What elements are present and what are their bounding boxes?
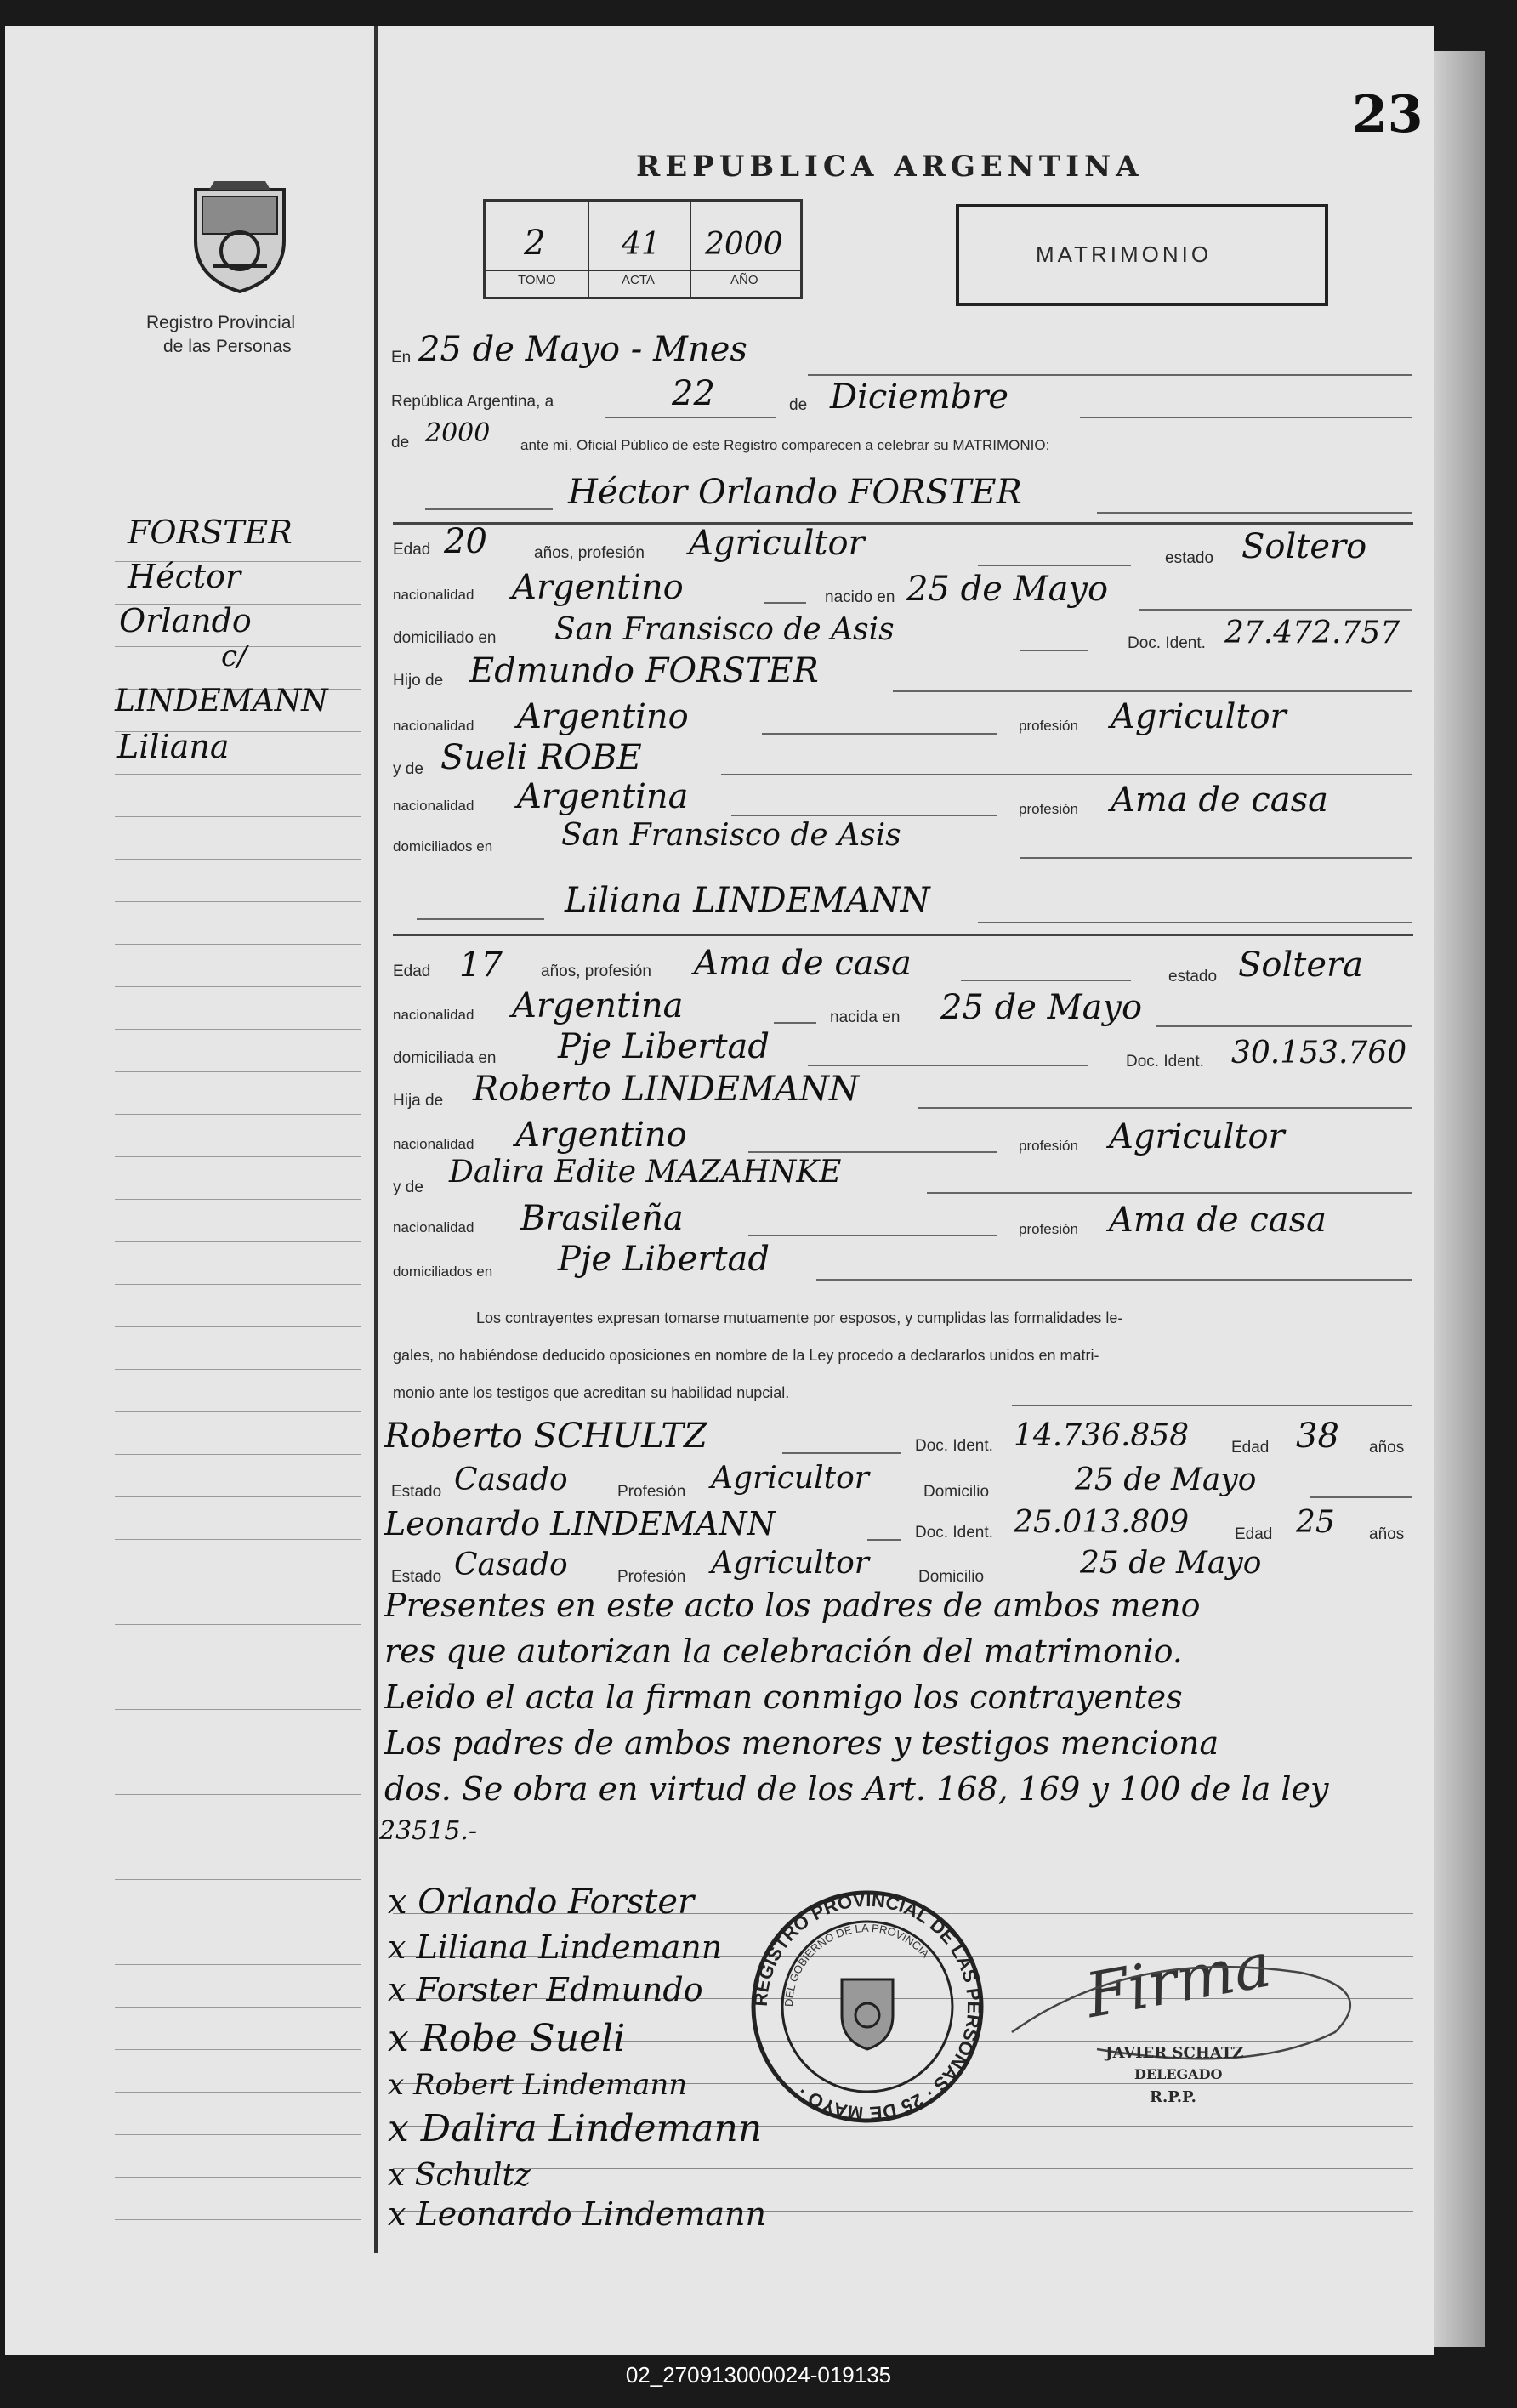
witness-doc-label: Doc. Ident. [915, 1524, 993, 1542]
month-de-label: de [789, 396, 808, 414]
groom-father-prof-label: profesión [1019, 718, 1078, 734]
bride-father: Roberto LINDEMANN [473, 1070, 859, 1109]
groom-yde-label: y de [393, 760, 423, 778]
groom-parents-dom: San Fransisco de Asis [561, 818, 901, 853]
witness-edad-label: Edad [1235, 1525, 1273, 1543]
groom-father-nat-label: nacionalidad [393, 718, 474, 734]
margin-note-line: Orlando [119, 602, 252, 639]
witness-anos-label: años [1369, 1439, 1405, 1457]
groom-father-prof: Agricultor [1111, 697, 1287, 736]
groom-parents-dom-label: domiciliados en [393, 838, 493, 855]
witness-name: Roberto SCHULTZ [384, 1417, 707, 1456]
official-name: JAVIER SCHATZ [1105, 2044, 1244, 2062]
page-stack-edge [1434, 51, 1485, 2347]
groom-doc-label: Doc. Ident. [1128, 634, 1206, 652]
month-value: Diciembre [830, 378, 1009, 417]
signature: x Forster Edmundo [388, 1971, 703, 2008]
registry-name-line1: Registro Provincial [146, 313, 296, 332]
margin-note-line: LINDEMANN [115, 684, 328, 718]
witness-estado: Casado [454, 1462, 568, 1497]
bride-birthplace: 25 de Mayo [940, 988, 1143, 1027]
witness-doc: 14.736.858 [1014, 1418, 1190, 1453]
groom-anos-profesion-label: años, profesión [534, 544, 645, 562]
bride-anos-profesion-label: años, profesión [541, 963, 651, 980]
groom-father-nat: Argentino [517, 697, 689, 736]
seal-text: REGISTRO PROVINCIAL DE LAS PERSONAS · 25 DE MAYO · [749, 1888, 986, 2125]
witness-prof-label: Profesión [617, 1568, 686, 1586]
bride-profession: Ama de casa [694, 944, 912, 983]
bride-mother-nat-label: nacionalidad [393, 1219, 474, 1235]
image-identifier: 02_270913000024-019135 [625, 2362, 892, 2388]
bride-name: Liliana LINDEMANN [565, 881, 930, 920]
place-value: 25 de Mayo - Mnes [418, 330, 747, 369]
bride-domicilio-label: domiciliada en [393, 1049, 497, 1067]
formula-line-2: gales, no habiéndose deducido oposiciones en nombre de la Ley procedo a declararlos unidos en matri- [393, 1347, 1099, 1364]
witness-profession: Agricultor [711, 1461, 869, 1496]
signature: x Leonardo Lindemann [388, 2195, 766, 2233]
bride-parents-dom: Pje Libertad [558, 1240, 770, 1279]
groom-father: Edmundo FORSTER [469, 651, 819, 690]
note-line: Leido el acta la firman conmigo los contrayentes [384, 1678, 1183, 1716]
witness-domicile: 25 de Mayo [1075, 1462, 1257, 1497]
witness-estado: Casado [454, 1548, 568, 1582]
margin-note-line: Liliana [117, 728, 230, 765]
groom-nationality: Argentino [512, 568, 684, 607]
bride-yde-label: y de [393, 1178, 423, 1196]
tomo-label: TOMO [518, 273, 556, 287]
bride-nacionalidad-label: nacionalidad [393, 1007, 474, 1023]
bride-doc-label: Doc. Ident. [1126, 1053, 1204, 1071]
formula-line-1: Los contrayentes expresan tomarse mutuamente por esposos, y cumplidas las formalidades le- [476, 1309, 1123, 1326]
year-value: 2000 [425, 418, 491, 448]
official-seal-stamp [748, 1888, 986, 2126]
bride-father-nat: Argentino [515, 1116, 687, 1155]
note-line: 23515.- [379, 1816, 478, 1846]
formula-line-3: monio ante los testigos que acreditan su habilidad nupcial. [393, 1384, 790, 1401]
bride-domicile: Pje Libertad [558, 1027, 770, 1066]
witness-doc: 25.013.809 [1014, 1505, 1190, 1540]
witness-doc-label: Doc. Ident. [915, 1437, 993, 1455]
bride-estado: Soltera [1238, 946, 1363, 985]
signature: x Robert Lindemann [388, 2068, 688, 2102]
witness-estado-label: Estado [391, 1568, 442, 1586]
groom-estado-label: estado [1165, 549, 1214, 567]
witness-name: Leonardo LINDEMANN [384, 1505, 776, 1542]
seal-inner-text: DEL GOBIERNO DE LA PROVINCIA [781, 1921, 932, 2008]
witness-age: 25 [1296, 1505, 1335, 1540]
signature: x Robe Sueli [388, 2017, 626, 2060]
record-type-label: MATRIMONIO [1036, 241, 1213, 267]
signature: x Schultz [388, 2158, 531, 2193]
province-emblem-icon [187, 174, 293, 295]
groom-doc: 27.472.757 [1224, 616, 1401, 650]
groom-mother-prof: Ama de casa [1111, 781, 1328, 820]
official-office: R.P.P. [1150, 2088, 1196, 2106]
en-label: En [391, 349, 412, 366]
ano-label: AÑO [730, 273, 758, 287]
groom-nacionalidad-label: nacionalidad [393, 587, 474, 603]
ano-value: 2000 [705, 227, 783, 262]
book-reference-box [483, 199, 803, 299]
groom-nacido-label: nacido en [825, 588, 895, 606]
bride-edad-label: Edad [393, 963, 431, 980]
witness-dom-label: Domicilio [918, 1568, 985, 1586]
witness-anos-label: años [1369, 1525, 1405, 1543]
official-title: DELEGADO [1134, 2066, 1223, 2082]
margin-note-line: FORSTER [128, 514, 293, 551]
note-line: Los padres de ambos menores y testigos menciona [384, 1724, 1219, 1762]
official-signature-text: Firma [1080, 1928, 1276, 2032]
bride-mother-prof-label: profesión [1019, 1221, 1078, 1237]
groom-domicilio-label: domiciliado en [393, 629, 497, 647]
signature: x Orlando Forster [388, 1883, 695, 1922]
signature: x Liliana Lindemann [388, 1928, 723, 1966]
groom-mother-prof-label: profesión [1019, 801, 1078, 817]
bride-nationality: Argentina [512, 986, 684, 1025]
witness-edad-label: Edad [1231, 1439, 1270, 1457]
witness-dom-label: Domicilio [923, 1483, 990, 1501]
groom-edad-label: Edad [393, 541, 431, 559]
bride-mother-prof: Ama de casa [1109, 1201, 1327, 1240]
groom-estado: Soltero [1241, 527, 1367, 566]
witness-profession: Agricultor [711, 1546, 869, 1581]
registry-name-line2: de las Personas [163, 337, 292, 356]
witness-estado-label: Estado [391, 1483, 442, 1501]
groom-birthplace: 25 de Mayo [906, 570, 1109, 609]
acta-label: ACTA [622, 273, 655, 287]
witness-prof-label: Profesión [617, 1483, 686, 1501]
groom-name: Héctor Orlando FORSTER [568, 473, 1022, 512]
bride-father-nat-label: nacionalidad [393, 1136, 474, 1152]
witness-domicile: 25 de Mayo [1080, 1546, 1262, 1581]
bride-doc: 30.153.760 [1231, 1036, 1407, 1071]
intro-text: ante mí, Oficial Público de este Registro comparecen a celebrar su MATRIMONIO: [520, 437, 1050, 453]
note-line: Presentes en este acto los padres de ambos meno [384, 1587, 1201, 1624]
groom-mother-nat: Argentina [517, 777, 689, 816]
bride-father-prof-label: profesión [1019, 1138, 1078, 1154]
bride-age: 17 [459, 946, 503, 985]
bride-parents-dom-label: domiciliados en [393, 1264, 493, 1280]
bride-father-prof: Agricultor [1109, 1117, 1285, 1156]
witness-age: 38 [1296, 1417, 1339, 1456]
groom-hijo-label: Hijo de [393, 672, 444, 690]
margin-note-line: c/ [221, 639, 247, 673]
year-de-label: de [391, 434, 410, 452]
groom-profession: Agricultor [689, 524, 865, 563]
note-line: dos. Se obra en virtud de los Art. 168, 169 y 100 de la ley [384, 1770, 1329, 1808]
column-divider [374, 26, 378, 2253]
country-heading: REPUBLICA ARGENTINA [636, 150, 1144, 184]
record-type-box [956, 204, 1328, 306]
page-number: 23 [1352, 85, 1423, 145]
bride-mother-nat: Brasileña [520, 1199, 684, 1238]
signature: x Dalira Lindemann [388, 2107, 763, 2150]
groom-mother: Sueli ROBE [440, 738, 642, 777]
republica-label: República Argentina, a [391, 393, 554, 411]
day-value: 22 [672, 374, 715, 413]
bride-hija-label: Hija de [393, 1092, 444, 1110]
bride-nacida-label: nacida en [830, 1008, 901, 1026]
acta-value: 41 [622, 227, 661, 262]
groom-age: 20 [444, 522, 487, 561]
bride-mother: Dalira Edite MAZAHNKE [449, 1155, 842, 1190]
bride-estado-label: estado [1168, 968, 1218, 985]
groom-mother-nat-label: nacionalidad [393, 798, 474, 814]
margin-note-line: Héctor [128, 558, 241, 595]
note-line: res que autorizan la celebración del matrimonio. [384, 1633, 1183, 1670]
groom-domicile: San Fransisco de Asis [554, 612, 895, 647]
tomo-value: 2 [524, 224, 546, 263]
